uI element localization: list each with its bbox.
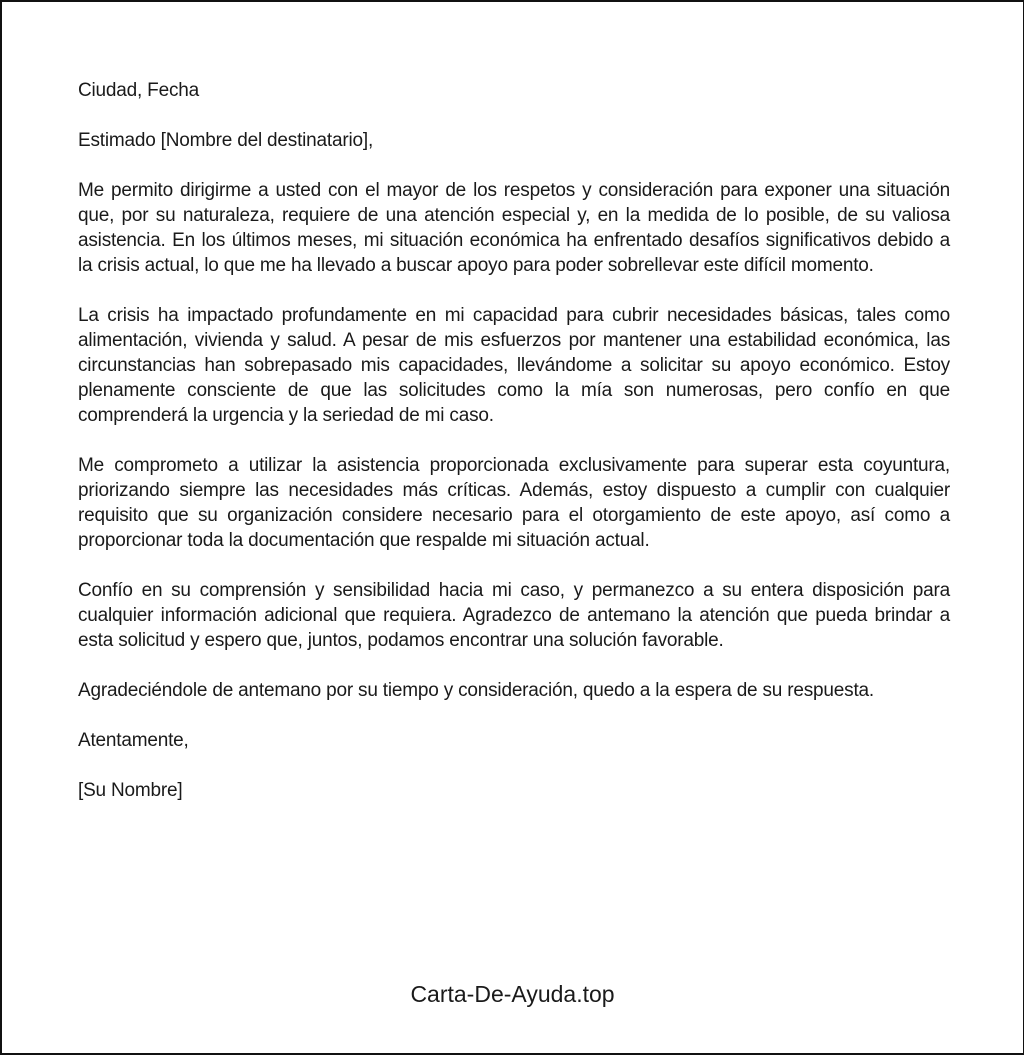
signature: [Su Nombre] [78,780,183,801]
greeting: Estimado [Nombre del destinatario], [78,130,374,151]
site-footer: Carta-De-Ayuda.top [410,981,615,1007]
paragraph-commitment: Me comprometo a utilizar la asistencia proporcionada exclusivamente para superar esta coyuntura, priorizando siempre las necesidades más críticas. Además, estoy dispuesto a cumplir con cualquier requisito que su organización considere necesario para el otorgamiento de este apoyo, así como a proporcionar toda la documentación que respalde mi situación actual. [78,455,950,551]
paragraph-thanks: Agradeciéndole de antemano por su tiempo y consideración, quedo a la espera de su respuesta. [78,680,874,701]
paragraph-trust: Confío en su comprensión y sensibilidad hacia mi caso, y permanezco a su entera disposición para cualquier información adicional que requiera. Agradezco de antemano la atención que pueda brindar a esta solicitud y espero que, juntos, podamos encontrar una solución favorable. [78,580,950,651]
closing: Atentamente, [78,730,189,751]
paragraph-impact: La crisis ha impactado profundamente en mi capacidad para cubrir necesidades básicas, tales como alimentación, vivienda y salud. A pesar de mis esfuerzos por mantener una estabilidad económica, las circunstancias han sobrepasado mis capacidades, llevándome a solicitar su apoyo económico. Estoy plenamente consciente de que las solicitudes como la mía son numerosas, pero confío en que comprenderá la urgencia y la seriedad de mi caso. [78,305,950,426]
place-date: Ciudad, Fecha [78,80,199,101]
paragraph-intro: Me permito dirigirme a usted con el mayor de los respetos y consideración para exponer una situación que, por su naturaleza, requiere de una atención especial y, en la medida de lo posible, de su valiosa asistencia. En los últimos meses, mi situación económica ha enfrentado desafíos significativos debido a la crisis actual, lo que me ha llevado a buscar apoyo para poder sobrellevar este difícil momento. [78,180,950,276]
letter-body [78,78,950,828]
